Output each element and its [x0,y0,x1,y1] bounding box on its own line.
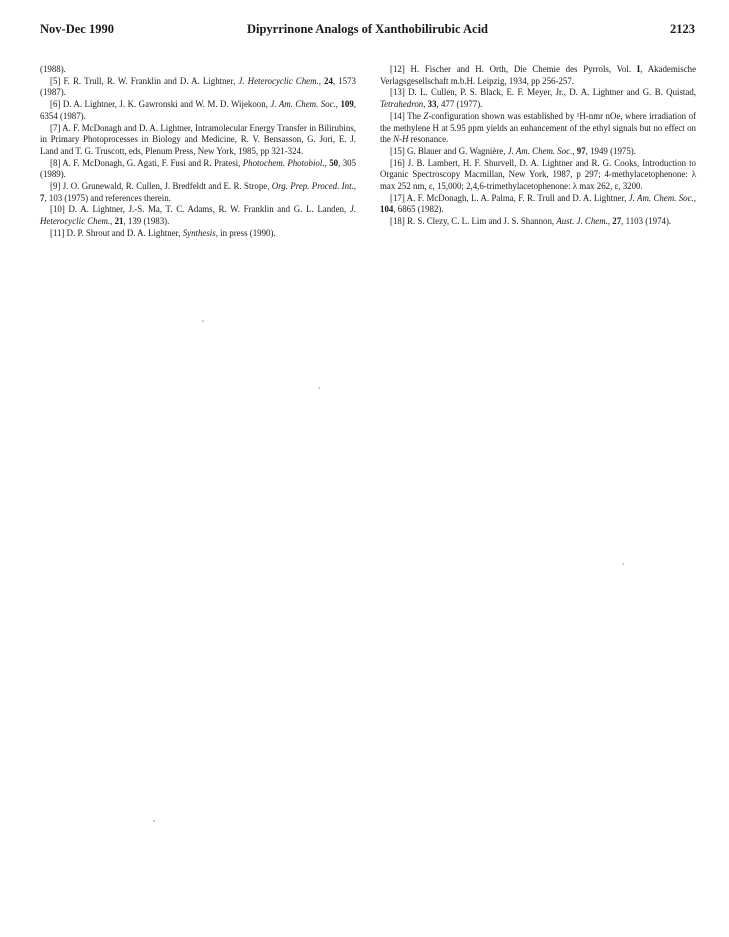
reference-entry [40,228,356,240]
running-title: Dipyrrinone Analogs of Xanthobilirubic Acid [246,22,488,36]
reference-volume: 97 [576,145,586,156]
reference-text: [16] J. B. Lambert, H. F. Shurvell, D. A. Lightner and R. G. Cooks, Introduction to Organic Spectroscopy Macmillan, New York, 1987, p 297; 4-methylacetophenone: λ max 252 nm, ε, 15,000; 2,4,6-trimethylacetophenone: λ max 262, ε, 3200. [380,157,696,192]
reference-text: , 139 (1983). [123,216,170,227]
reference-text: , [353,181,356,192]
reference-text: [17] A. F. McDonagh, L. A. Palma, F. R. Trull and D. A. Lightner, [390,192,629,203]
reference-text: , [423,99,428,110]
reference-text: [8] A. F. McDonagh, G. Agati, F. Fusi and R. Pratesi, [50,157,243,168]
reference-text: , 6865 (1982). [393,204,444,215]
reference-text: [5] F. R. Trull, R. W. Franklin and D. A. Lightner, [50,75,239,86]
reference-text: , [318,75,325,86]
running-header [40,22,695,40]
reference-volume: 33 [427,99,437,110]
reference-text: , [572,145,577,156]
reference-text: [10] D. A. Lightner, J.-S. Ma, T. C. Adams, R. W. Franklin and G. L. Landen, [50,204,350,215]
reference-entry [40,123,356,158]
reference-italic-text: N-H [393,134,409,145]
reference-italic-text: J. Heterocyclic Chem. [40,204,356,227]
reference-volume: 50 [329,157,339,168]
reference-entry [40,158,356,181]
reference-text: , 103 (1975) and references therein. [44,192,171,203]
reference-italic-text: J. Am. Chem. Soc. [270,99,336,110]
reference-text: , [335,99,341,110]
reference-entry [40,64,356,76]
reference-text: [7] A. F. McDonagh and D. A. Lightner, Intramolecular Energy Transfer in Bilirubins, in Primary Photoprocesses in Biology and Medicine, R. V. Bensasson, G. Jori, E. J. Land and T. G. Truscott, eds, Plenum Press, New York, 1985, pp 321-324. [40,122,356,156]
reference-italic-text: Tetrahedron [380,99,424,110]
reference-text: [9] J. O. Grunewald, R. Cullen, J. Bredfeldt and E. R. Strope, [50,181,272,192]
references-left-column [40,64,356,240]
reference-volume: 27 [612,216,622,227]
reference-italic-text: J. Am. Chem. Soc. [507,145,573,156]
reference-italic-text: Org. Prep. Proced. Int. [271,181,354,192]
reference-volume: 104 [380,204,394,215]
reference-text: , in press (1990). [215,227,276,238]
reference-text: [15] G. Blauer and G. Wagnière, [390,145,508,156]
reference-italic-text: Photochem. Photobiol. [242,157,325,168]
reference-italic-text: Aust. J. Chem. [556,216,608,227]
reference-text: , 305 (1989). [40,157,357,180]
reference-entry [40,76,356,99]
issue-date: Nov-Dec 1990 [40,22,114,36]
reference-entry [380,158,696,193]
reference-italic-text: Z [423,110,429,121]
reference-volume: I [636,64,641,74]
reference-text: resonance. [408,134,449,145]
reference-text: (1988). [40,64,66,74]
reference-volume: 24 [324,75,333,86]
scan-speck [202,320,204,322]
reference-entry [40,99,356,122]
reference-text: [12] H. Fischer and H. Orth, Die Chemie des Pyrrols, Vol. [390,64,637,74]
reference-text: , [110,216,115,227]
reference-text: -configuration shown was established by ¹H-nmr nOe, where irradiation of the methylene H at 5.95 ppm yields an enhancement of the ethyl signals but no effect on the [380,110,696,145]
reference-volume: 7 [40,192,45,203]
reference-entry [380,111,696,146]
reference-entry [380,64,696,87]
reference-text: , 1103 (1974). [621,216,672,227]
reference-text: , [324,157,330,168]
reference-italic-text: J. Am. Chem. Soc. [628,192,694,203]
reference-italic-text: J. Heterocyclic Chem. [238,75,319,86]
scan-speck [318,387,320,389]
reference-entry [380,216,696,228]
reference-text: , Akademische Verlagsgesellschaft m.b.H. Leipzig, 1934, pp 256-257. [380,64,697,86]
reference-entry [380,193,696,216]
reference-entry [40,204,356,227]
page-number: 2123 [670,22,695,36]
reference-entry [40,181,356,204]
scan-speck [153,820,155,822]
reference-italic-text: Synthesis [182,227,216,238]
references-right-column [380,64,696,228]
reference-text: , 1573 (1987). [40,75,356,98]
reference-volume: 21 [114,216,124,227]
reference-entry [380,146,696,158]
reference-text: [11] D. P. Shrout and D. A. Lightner, [50,227,183,238]
reference-text: , [693,192,696,203]
reference-entry [380,87,696,110]
reference-text: , [607,216,613,227]
reference-text: , 477 (1977). [436,99,483,110]
reference-text: [14] The [390,110,424,121]
reference-text: [18] R. S. Clezy, C. L. Lim and J. S. Shannon, [390,216,557,227]
reference-volume: 109 [340,99,354,110]
scan-speck [622,563,624,565]
reference-text: [13] D. L. Cullen, P. S. Black, E. F. Meyer, Jr., D. A. Lightner and G. B. Quistad, [390,87,696,98]
reference-text: , 6354 (1987). [40,99,357,121]
reference-text: [6] D. A. Lightner, J. K. Gawronski and W. M. D. Wijekoon, [50,99,271,110]
reference-text: , 1949 (1975). [585,145,636,156]
